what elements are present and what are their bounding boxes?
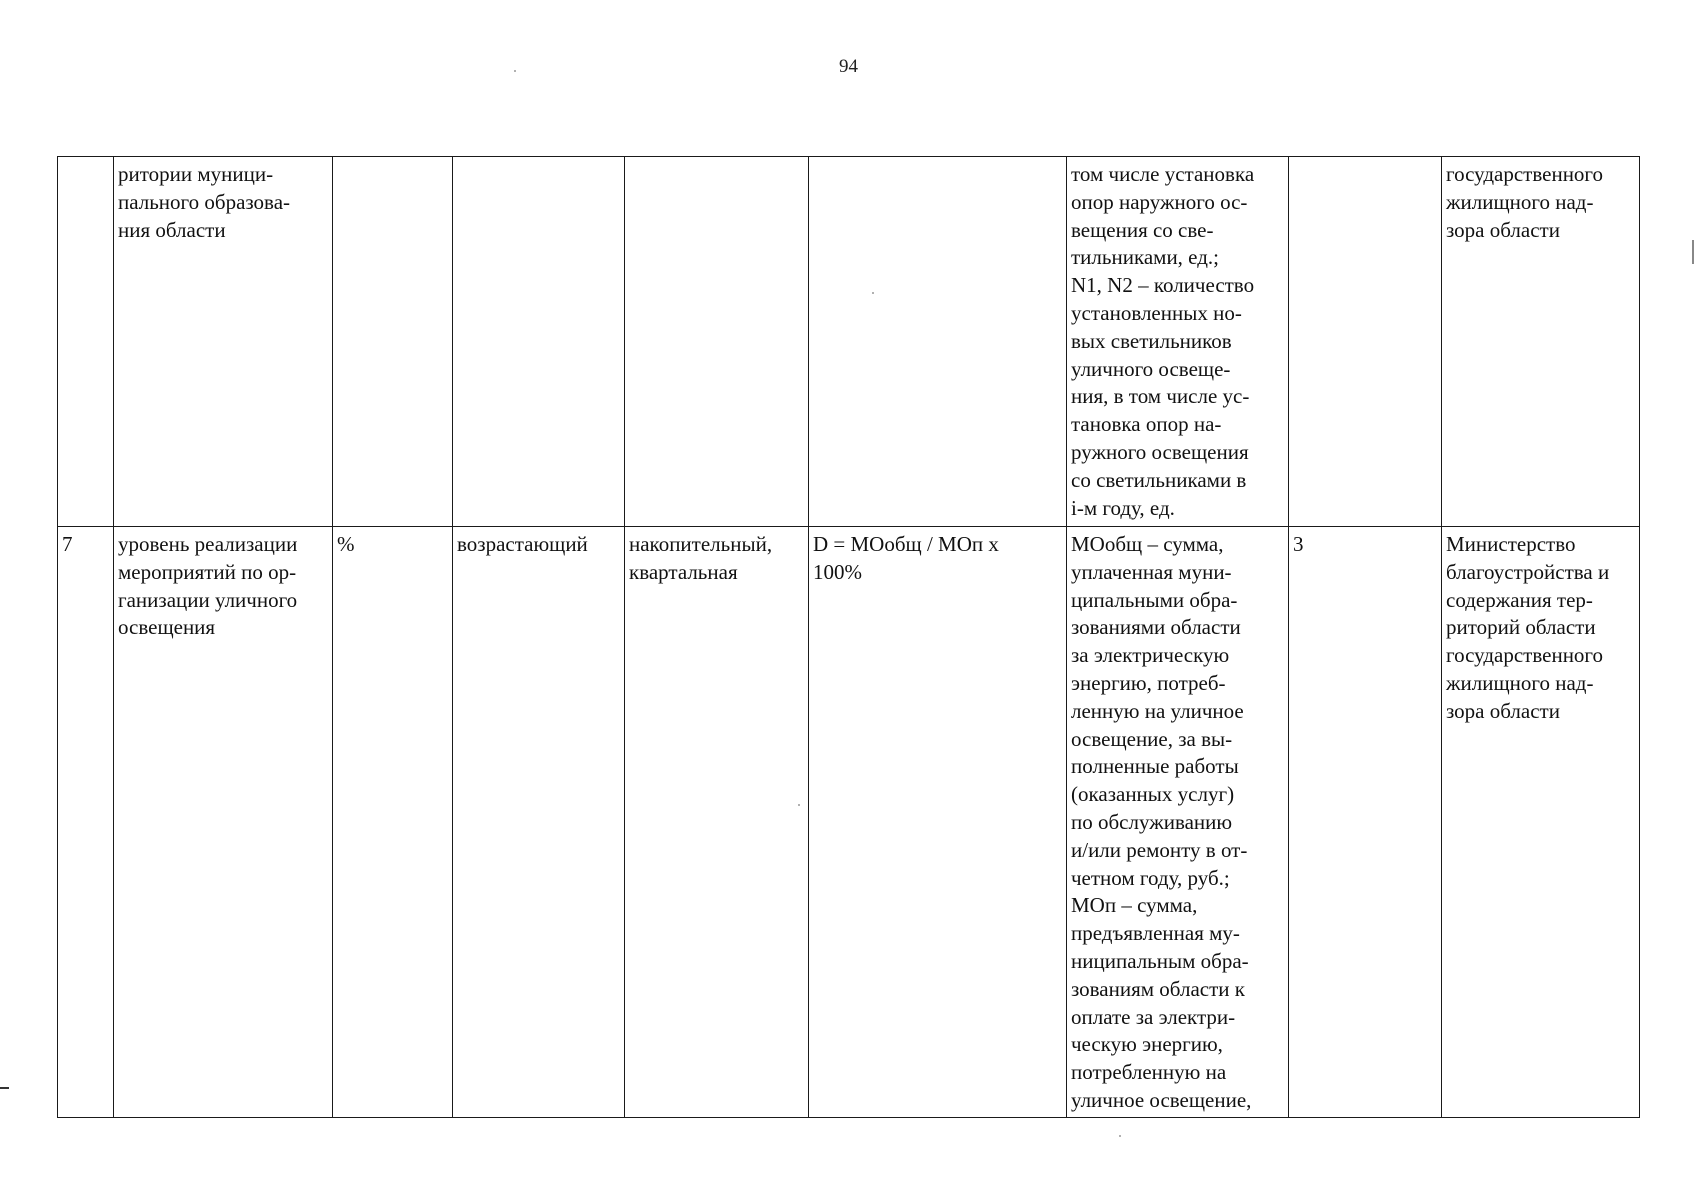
scan-edge-mark — [0, 1087, 9, 1089]
cell-direction — [453, 157, 625, 527]
scan-speck — [872, 292, 874, 294]
scan-speck — [514, 70, 516, 72]
scan-speck — [798, 804, 800, 806]
table-row — [58, 157, 1640, 527]
table-row — [58, 527, 1640, 1118]
cell-formula: D = МОобщ / МОп х 100% — [809, 527, 1067, 1118]
cell-description: МОобщ – сумма, уплаченная муни- ципальными обра- зованиями области за электрическую энергию, потреб- ленную на уличное освещение, за вы- полненные работы (оказанных услуг) по обслуживанию и/или ремонту в от- четном году, руб.; МОп – сумма, предъявленная му- ниципальным обра- зованиям области к оплате за электри- ческую энергию, потребленную на уличное освещение, — [1067, 527, 1289, 1118]
cell-formula — [809, 157, 1067, 527]
cell-frequency — [625, 157, 809, 527]
cell-indicator-name: ритории муници- пального образова- ния области — [114, 157, 333, 527]
page-number: 94 — [839, 56, 858, 77]
cell-frequency: накопительный, квартальная — [625, 527, 809, 1118]
cell-number: 7 — [58, 527, 114, 1118]
cell-indicator-name: уровень реализации мероприятий по ор- ганизации уличного освещения — [114, 527, 333, 1118]
cell-description: том числе установка опор наружного ос- вещения со све- тильниками, ед.; N1, N2 – количество установленных но- вых светильников уличного освеще- ния, в том числе ус- тановка опор на- ружного освещения со светильниками в i-м году, ед. — [1067, 157, 1289, 527]
cell-source — [1289, 157, 1442, 527]
cell-responsible: Министерство благоустройства и содержания тер- риторий области государственного жилищного над- зора области — [1442, 527, 1640, 1118]
scan-edge-mark — [1692, 240, 1694, 264]
cell-unit: % — [333, 527, 453, 1118]
cell-direction: возрастающий — [453, 527, 625, 1118]
cell-unit — [333, 157, 453, 527]
indicators-table — [57, 156, 1640, 1118]
scan-speck — [1119, 1135, 1121, 1137]
cell-responsible: государственного жилищного над- зора области — [1442, 157, 1640, 527]
cell-number — [58, 157, 114, 527]
cell-source: 3 — [1289, 527, 1442, 1118]
